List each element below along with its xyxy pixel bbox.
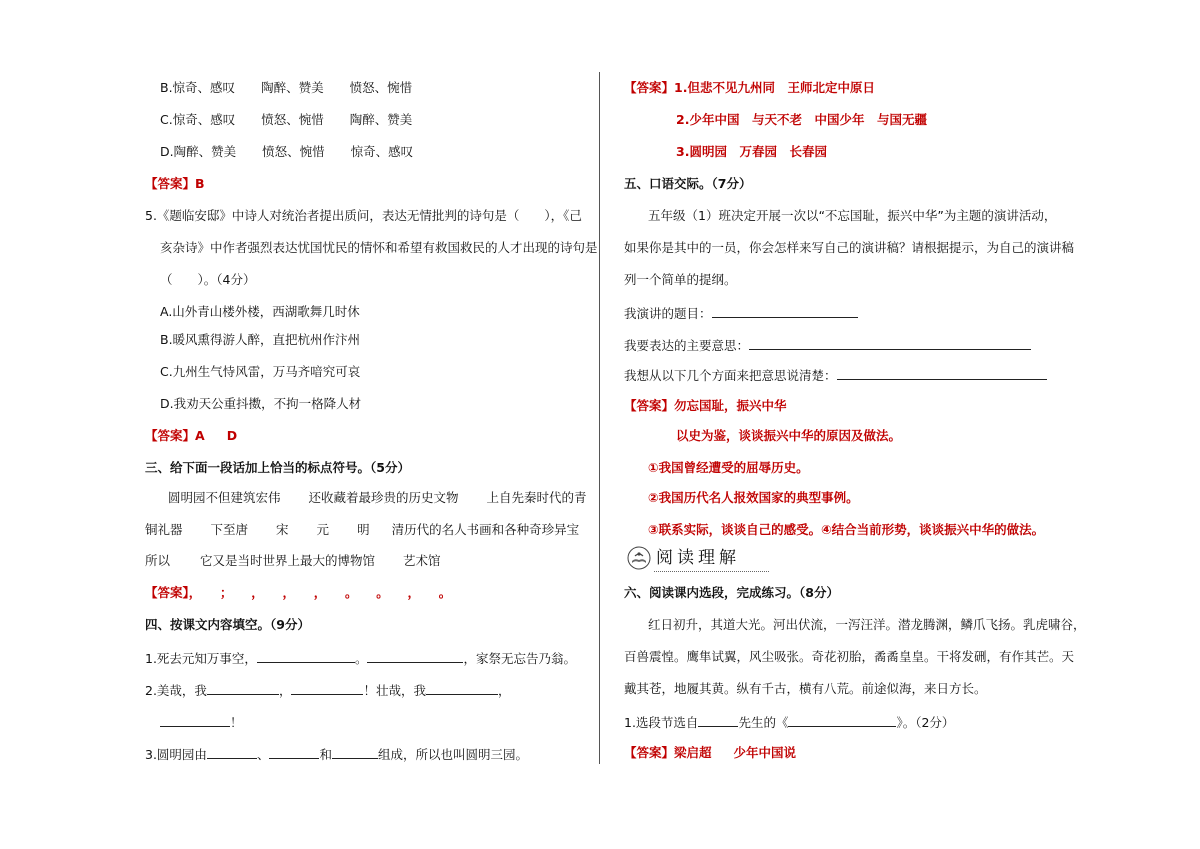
q4-option-d: D.陶醉、赞美 愤怒、惋惜 惊奇、感叹 bbox=[160, 144, 414, 159]
aspects-input-line[interactable] bbox=[837, 366, 1047, 380]
section6-passage-line2: 百兽震惶。鹰隼试翼，风尘吸张。奇花初胎，矞矞皇皇。干将发硎，有作其芒。天 bbox=[624, 649, 1075, 664]
blank-line[interactable] bbox=[207, 745, 257, 759]
section5-text-line1: 五年级（1）班决定开展一次以“不忘国耻，振兴中华”为主题的演讲活动， bbox=[648, 208, 1057, 223]
section4-q2: 2.美哉，我 ， ！壮哉，我 ， bbox=[145, 683, 511, 698]
blank-line[interactable] bbox=[269, 745, 319, 759]
reading-title-underline bbox=[654, 571, 769, 572]
section6-title: 六、阅读课内选段，完成练习。（8分） bbox=[624, 585, 839, 600]
section4-title: 四、按课文内容填空。（9分） bbox=[145, 617, 310, 632]
section3-text-line3: 所以 它又是当时世界上最大的博物馆 艺术馆 bbox=[145, 553, 441, 568]
section5-answer-line1: 【答案】勿忘国耻，振兴中华 bbox=[624, 398, 787, 413]
section4-answer-line3: 3.圆明园 万春园 长春园 bbox=[676, 144, 827, 159]
q4-option-c: C.惊奇、感叹 愤怒、惋惜 陶醉、赞美 bbox=[160, 112, 413, 127]
q5-question-line3: （ ）。（4分） bbox=[160, 272, 256, 287]
section5-answer-line5: ③联系实际，谈谈自己的感受。④结合当前形势，谈谈振兴中华的做法。 bbox=[648, 522, 1045, 537]
section3-text-line2: 铜礼器 下至唐 宋 元 明 清历代的名人书画和各种奇珍异宝 bbox=[145, 522, 580, 537]
section3-answer: 【答案】， ； ， ， ， 。 。 ， 。 bbox=[145, 585, 452, 600]
blank-line[interactable] bbox=[788, 713, 896, 727]
section4-q3: 3.圆明园由 、 和 组成，所以也叫圆明三园。 bbox=[145, 747, 528, 762]
blank-line[interactable] bbox=[291, 681, 363, 695]
section5-answer-line2: 以史为鉴，谈谈振兴中华的原因及做法。 bbox=[676, 428, 902, 443]
blank-line[interactable] bbox=[367, 649, 463, 663]
section6-q1: 1.选段节选自 先生的《 》。（2分） bbox=[624, 715, 955, 730]
section3-title: 三、给下面一段话加上恰当的标点符号。（5分） bbox=[145, 460, 410, 475]
blank-line[interactable] bbox=[207, 681, 279, 695]
title-input-line[interactable] bbox=[712, 304, 858, 318]
q5-question-line1: 5.《题临安邸》中诗人对统治者提出质问，表达无情批判的诗句是（ ），《己 bbox=[145, 208, 582, 223]
section6-passage-line3: 戴其苍，地履其黄。纵有千古，横有八荒。前途似海，来日方长。 bbox=[624, 681, 987, 696]
reading-section-title: 阅读理解 bbox=[656, 548, 740, 568]
q5-question-line2: 亥杂诗》中作者强烈表达忧国忧民的情怀和希望有救国救民的人才出现的诗句是 bbox=[160, 240, 598, 255]
q5-answer: 【答案】A D bbox=[145, 428, 238, 443]
q5-option-b: B.暖风熏得游人醉，直把杭州作汴州 bbox=[160, 332, 361, 347]
meaning-input-line[interactable] bbox=[749, 336, 1031, 350]
section4-q2-cont: ！ bbox=[160, 713, 243, 731]
section5-answer-line3: ①我国曾经遭受的屈辱历史。 bbox=[648, 460, 809, 475]
section6-answer: 【答案】梁启超 少年中国说 bbox=[624, 745, 797, 760]
section5-text-line3: 列一个简单的提纲。 bbox=[624, 272, 737, 287]
section5-title: 五、口语交际。（7分） bbox=[624, 176, 752, 191]
q4-option-b: B.惊奇、感叹 陶醉、赞美 愤怒、惋惜 bbox=[160, 80, 413, 95]
blank-line[interactable] bbox=[426, 681, 498, 695]
reading-book-icon bbox=[626, 546, 652, 570]
blank-line[interactable] bbox=[698, 713, 738, 727]
section3-text-line1: 圆明园不但建筑宏伟 还收藏着最珍贵的历史文物 上自先秦时代的青 bbox=[168, 490, 587, 505]
blank-line[interactable] bbox=[160, 713, 230, 727]
section5-field-aspects: 我想从以下几个方面来把意思说清楚： bbox=[624, 366, 1047, 384]
blank-line[interactable] bbox=[332, 745, 378, 759]
section4-answer-line2: 2.少年中国 与天不老 中国少年 与国无疆 bbox=[676, 112, 927, 127]
section6-passage-line1: 红日初升，其道大光。河出伏流，一泻汪洋。潜龙腾渊，鳞爪飞扬。乳虎啸谷， bbox=[648, 617, 1086, 632]
column-divider bbox=[599, 72, 600, 764]
q5-option-d: D.我劝天公重抖擞，不拘一格降人材 bbox=[160, 396, 362, 411]
section5-field-title: 我演讲的题目： bbox=[624, 304, 858, 322]
section5-field-meaning: 我要表达的主要意思： bbox=[624, 336, 1031, 354]
section5-answer-line4: ②我国历代名人报效国家的典型事例。 bbox=[648, 490, 859, 505]
section4-q1: 1.死去元知万事空， 。 ，家祭无忘告乃翁。 bbox=[145, 651, 576, 666]
q5-option-c: C.九州生气恃风雷，万马齐喑究可哀 bbox=[160, 364, 361, 379]
blank-line[interactable] bbox=[257, 649, 355, 663]
section4-answer-line1: 【答案】1.但悲不见九州同 王师北定中原日 bbox=[624, 80, 875, 95]
q5-option-a: A.山外青山楼外楼，西湖歌舞几时休 bbox=[160, 304, 360, 319]
section5-text-line2: 如果你是其中的一员，你会怎样来写自己的演讲稿？请根据提示，为自己的演讲稿 bbox=[624, 240, 1075, 255]
q4-answer: 【答案】B bbox=[145, 176, 205, 191]
